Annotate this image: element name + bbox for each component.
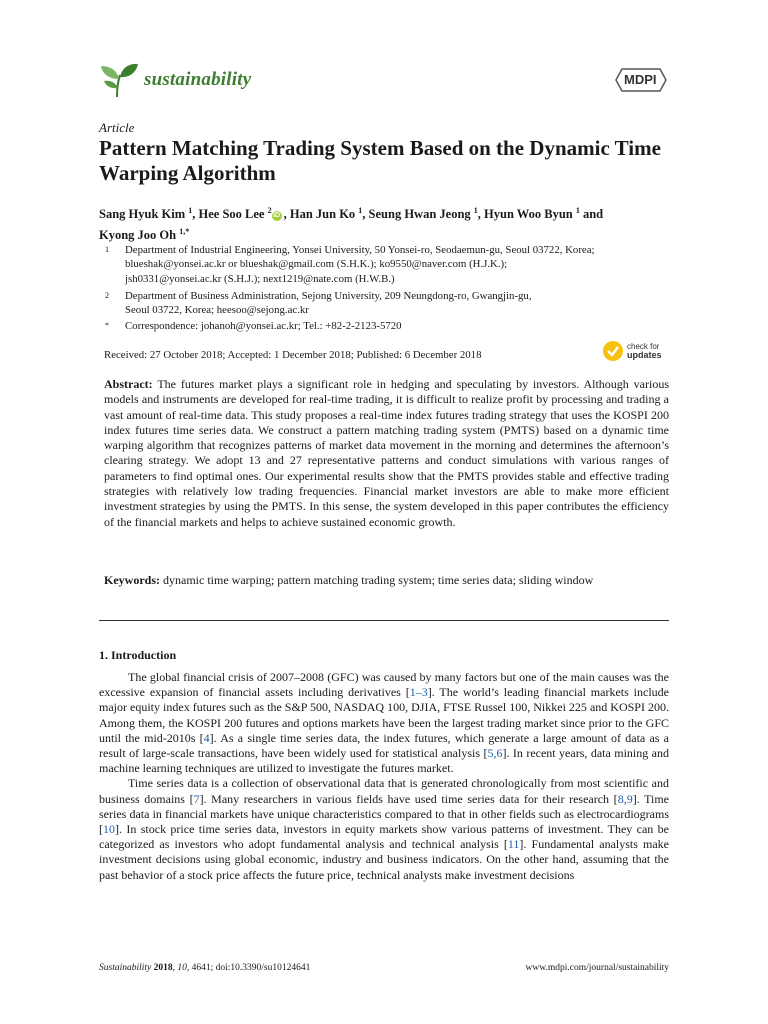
footer-year: 2018 xyxy=(153,963,173,973)
author-separator: , xyxy=(192,207,199,222)
citation-link[interactable]: 5,6 xyxy=(487,746,503,761)
section-divider xyxy=(99,620,669,621)
mdpi-logo xyxy=(612,66,670,99)
keywords-label: Keywords: xyxy=(104,573,160,587)
article-title: Pattern Matching Trading System Based on the Dynamic Time Warping Algorithm xyxy=(99,136,661,185)
affiliation-line: Seoul 03722, Korea; heesoo@sejong.ac.kr xyxy=(125,304,309,317)
journal-logo xyxy=(98,60,251,100)
check-updates-line1: check for xyxy=(627,342,660,351)
article-type: Article xyxy=(99,120,135,135)
citation-link[interactable]: 11 xyxy=(507,837,520,852)
citation-link[interactable]: 7 xyxy=(193,791,200,806)
author-separator: , xyxy=(283,207,290,222)
abstract-label: Abstract: xyxy=(104,377,153,391)
check-for-updates-badge[interactable] xyxy=(602,340,662,362)
author-name: Sang Hyuk Kim xyxy=(99,207,186,222)
correspondence xyxy=(99,319,679,333)
footer-url[interactable]: www.mdpi.com/journal/sustainability xyxy=(525,963,669,973)
author-separator: , xyxy=(362,207,369,222)
citation-link[interactable]: 8,9 xyxy=(617,791,633,806)
author-name: Kyong Joo Oh xyxy=(99,228,177,243)
footer-citation: Sustainability 2018, 10, 4641; doi:10.3390/su10124641 xyxy=(99,963,311,973)
affiliation-mark: * xyxy=(105,321,109,330)
author-list xyxy=(99,202,669,244)
check-updates-icon xyxy=(602,340,624,362)
author-affil-mark: 1 xyxy=(575,206,580,215)
affiliation-1 xyxy=(99,243,679,286)
paragraph xyxy=(99,670,669,776)
affiliation-line: jsh0331@yonsei.ac.kr (S.H.J.); next1219@nate.com (H.W.B.) xyxy=(125,272,395,285)
leaf-logo-icon xyxy=(98,61,140,99)
paragraph xyxy=(99,776,669,882)
text-run: Time series data is a collection of observational data that is generated chronologically from most scientific and business domains [ xyxy=(99,776,669,806)
footer-journal: Sustainability xyxy=(99,963,152,973)
citation-link[interactable]: 10 xyxy=(103,822,115,837)
affiliation-line: Department of Industrial Engineering, Yonsei University, 50 Yonsei-ro, Seodaemun-gu, Seoul 03722, Korea; xyxy=(125,244,595,256)
abstract-text: The futures market plays a significant role in hedging and speculating by investors. Although various models and instruments are developed for real-time trading, it is difficult to realize profit by processing and trading a vast amount of real-time data. This study proposes a real-time index futures trading strategy that uses the KOSPI 200 index futures time series data. We construct a pattern matching trading system (PMTS) based on a dynamic time warping algorithm that recognizes patterns of market data movement in the morning and determines the afternoon’s clearing strategy. We adopt 13 and 27 representative patterns and conduct simulations with various ranges of parameters to find optimal ones. Our experimental results show that the PMTS provides stable and effective trading strategies with relatively low trading frequencies. Financial market investors are able to make more efficient investment strategies by using the PMTS. In this sense, the system developed in this paper contributes the efficiency of the financial markets and helps to achieve sustained economic growth. xyxy=(104,377,669,529)
citation-link[interactable]: 1–3 xyxy=(409,685,428,700)
affiliation-line: blueshak@yonsei.ac.kr or blueshak@gmail.com (S.H.K.); ko9550@naver.com (H.J.K.); xyxy=(125,258,508,271)
author-separator: , xyxy=(477,207,485,222)
author-affil-mark: 1,* xyxy=(179,227,190,237)
author-affil-mark: 1 xyxy=(473,206,478,215)
affiliation-mark: 2 xyxy=(105,291,109,300)
publisher-name: MDPI xyxy=(624,72,657,87)
footer-volume: 10 xyxy=(177,963,187,973)
text-run: ]. Time series data in financial markets have unique characteristics compared to that in other fields such as electrocardiograms [ xyxy=(99,791,669,837)
text-run: ]. Fundamental analysts make investment decisions using global economic, industry and business indicators. On the other hand, assuming that the past behavior of a stock price affects the future price, technical analysts make investment decisions xyxy=(99,837,670,882)
text-run: ]. The world’s leading financial markets include major equity index futures such as the S&P 500, NASDAQ 100, DJIA, FTSE Russel 100, Nikkei 225 and KOSPI 200. Among them, the KOSPI 200 futures and options markets have been the largest trading market since prior to the GFC until the mid-2010s [ xyxy=(99,685,669,745)
keywords xyxy=(104,573,669,588)
orcid-icon[interactable]: iD xyxy=(273,212,281,220)
footer-doi: , 4641; doi:10.3390/su10124641 xyxy=(186,963,311,973)
abstract xyxy=(104,377,669,530)
author-separator: and xyxy=(579,207,604,222)
body-text xyxy=(99,670,669,883)
keywords-text: dynamic time warping; pattern matching trading system; time series data; sliding window xyxy=(163,573,594,587)
text-run: ]. As a single time series data, the index futures, which generate a large amount of data as a result of large-scale transactions, have been widely used for statistical analysis [ xyxy=(99,730,669,761)
check-updates-line2: updates xyxy=(627,350,662,360)
author-name: Hee Soo Lee xyxy=(198,207,265,222)
citation-link[interactable]: 4 xyxy=(203,730,210,745)
author-name: Seung Hwan Jeong xyxy=(368,207,471,222)
check-updates-text xyxy=(627,342,662,360)
author-affil-mark: 1 xyxy=(358,206,363,215)
text-run: ]. In stock price time series data, investors in equity markets show various patterns of investment. They can be categorized as investors who adopt fundamental analysis and technical analysis [ xyxy=(99,822,669,852)
affiliation-line: Correspondence: johanoh@yonsei.ac.kr; Tel.: +82-2-2123-5720 xyxy=(125,320,402,332)
author-affil-mark: 1 xyxy=(188,206,193,215)
affiliation-mark: 1 xyxy=(105,245,109,254)
text-run: ]. Many researchers in various fields have used time series data for their research [ xyxy=(199,791,618,806)
affiliation-2 xyxy=(99,289,679,318)
affiliation-line: Department of Business Administration, Sejong University, 209 Neungdong-ro, Gwangjin-gu, xyxy=(125,290,532,302)
text-run: ]. In recent years, data mining and machine learning techniques are utilized to investigate the futures market. xyxy=(99,746,670,776)
section-heading: 1. Introduction xyxy=(99,648,177,662)
text-run: The global financial crisis of 2007–2008 (GFC) was caused by many factors but one of the main causes was the excessive expansion of financial assets including derivatives [ xyxy=(99,670,669,700)
author-name: Hyun Woo Byun xyxy=(484,207,573,222)
author-name: Han Jun Ko xyxy=(289,207,356,222)
publication-dates: Received: 27 October 2018; Accepted: 1 December 2018; Published: 6 December 2018 xyxy=(104,349,482,361)
journal-name: sustainability xyxy=(144,69,252,90)
author-affil-mark: 2 xyxy=(267,206,272,215)
